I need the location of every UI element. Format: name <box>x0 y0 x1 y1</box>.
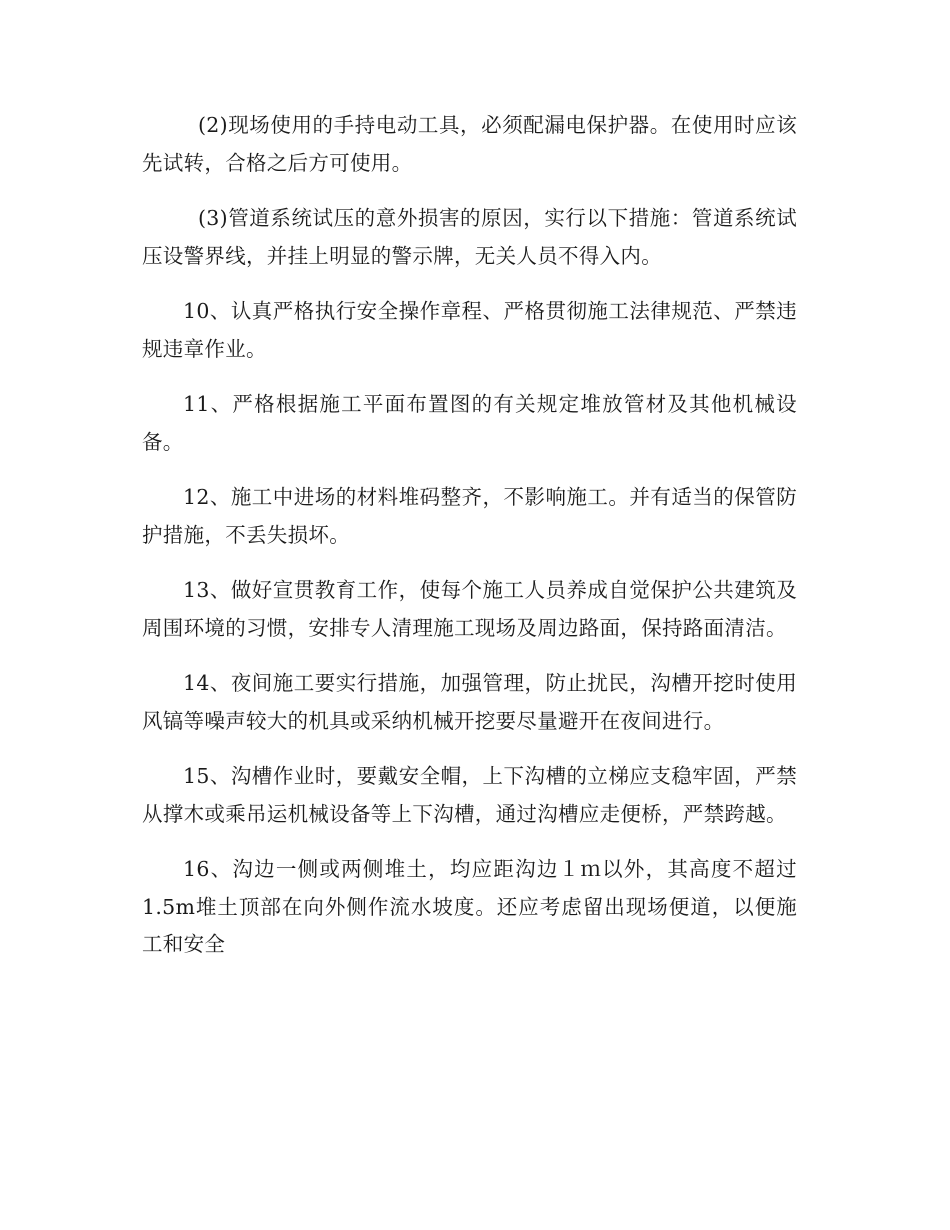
paragraph-item-3: (3)管道系统试压的意外损害的原因，实行以下措施：管道系统试压设警界线，并挂上明显的警示牌，无关人员不得入内。 <box>142 206 797 268</box>
paragraph-item-12: 12、施工中进场的材料堆码整齐，不影响施工。并有适当的保管防护措施，不丢失损坏。 <box>142 485 797 547</box>
paragraph-item-11: 11、严格根据施工平面布置图的有关规定堆放管材及其他机械设备。 <box>142 392 797 454</box>
paragraph-item-14: 14、夜间施工要实行措施，加强管理，防止扰民，沟槽开挖时使用风镐等噪声较大的机具或采纳机械开挖要尽量避开在夜间进行。 <box>142 671 797 733</box>
paragraph-item-2: (2)现场使用的手持电动工具，必须配漏电保护器。在使用时应该先试转，合格之后方可使用。 <box>142 113 797 175</box>
paragraph-item-15: 15、沟槽作业时，要戴安全帽，上下沟槽的立梯应支稳牢固，严禁从撑木或乘吊运机械设备等上下沟槽，通过沟槽应走便桥，严禁跨越。 <box>142 764 797 826</box>
paragraph-item-10: 10、认真严格执行安全操作章程、严格贯彻施工法律规范、严禁违规违章作业。 <box>142 299 797 361</box>
paragraph-item-16: 16、沟边一侧或两侧堆土，均应距沟边１ｍ以外，其高度不超过1.5m堆土顶部在向外侧作流水坡度。还应考虑留出现场便道，以便施工和安全 <box>142 857 797 956</box>
document-body <box>142 107 797 982</box>
paragraph-item-13: 13、做好宣贯教育工作，使每个施工人员养成自觉保护公共建筑及周围环境的习惯，安排专人清理施工现场及周边路面，保持路面清洁。 <box>142 578 797 640</box>
